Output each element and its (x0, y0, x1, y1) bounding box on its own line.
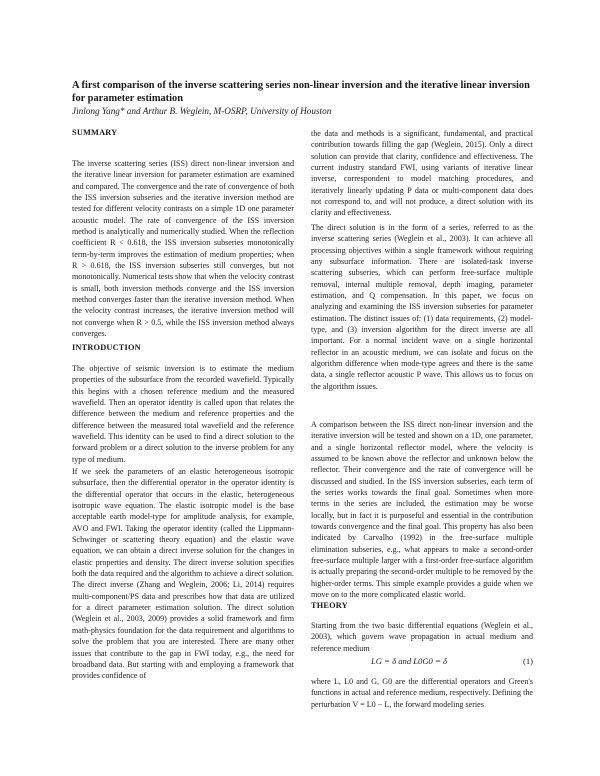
theory-p2-section (311, 676, 533, 710)
heading-introduction: INTRODUCTION (72, 343, 141, 352)
summary-section (72, 158, 294, 340)
author-line: Jinlong Yang* and Arthur B. Weglein, M-OSRP, University of Houston (72, 106, 332, 116)
introduction-p2-section (72, 466, 294, 682)
equation-1-expression: LG = δ and L0G0 = δ (371, 656, 447, 666)
heading-theory: THEORY (311, 601, 348, 610)
introduction-paragraph-4: The direct solution is in the form of a series, referred to as the inverse scattering series (Weglein et al., 2003). It can achieve all processing objectives within a single framework without requiring any subsurface information. There are isolated-task inverse scattering subseries, which can perform free-surface multiple removal, internal multiple removal, depth imaging, parameter estimation, and Q compensation. In this paper, we focus on analyzing and examining the ISS inversion subseries for parameter estimation. The distinct issues of: (1) data requirements, (2) model-type, and (3) inversion algorithm for the direct inverse are all important. For a normal incident wave on a single horizontal reflector in an acoustic medium, we can isolate and focus on the algorithm difference when mode-type agrees and there is the same data, a single reflector acoustic P wave. This allows us to focus on the algorithm issues. (311, 223, 533, 391)
right-p2-section (311, 222, 533, 392)
introduction-p1-section (72, 363, 294, 465)
summary-paragraph: The inverse scattering series (ISS) direct non-linear inversion and the iterative linear inversion for parameter estimation are examined and compared. The convergence and the rate of convergence of both the ISS inversion subseries and the iterative inversion method are tested for different velocity contrasts on a simple 1D one parameter acoustic model. The rate of convergence of the ISS inversion method is analytically and numerically studied. When the reflection coefficient R < 0.618, the ISS inversion subseries monotonically term-by-term improves the estimation of medium properties; when R > 0.618, the ISS inversion subseries still converges, but not monotonically. Numerical tests show that when the velocity contrast is small, both inversion methods converge and the ISS inversion method converges faster than the iterative inversion method. When the velocity contrast increases, the iterative inversion method will not converge when R > 0.5, while the ISS inversion method always converges. (72, 159, 294, 339)
equation-1 (311, 656, 533, 670)
introduction-paragraph-2: If we seek the parameters of an elastic heterogeneous isotropic subsurface, then the differential operator in the operator identity is the differential operator that occurs in the elastic, heterogeneous isotropic wave equation. The elastic isotropic model is the base acceptable earth model-type for amplitude analysis, for example, AVO and FWI. Taking the operator identity (called the Lippmann-Schwinger or scattering theory equation) and the elastic wave equation, we can obtain a direct inverse solution for the changes in elastic properties and density. The direct inverse solution specifies both the data required and the algorithm to achieve a direct solution. The direct inverse (Zhang and Weglein, 2006; Li, 2014) requires multi-component/PS data and prescribes how that data are utilized for a direct parameter estimation solution. The direct solution (Weglein et al., 2003, 2009) provides a solid framework and firm math-physics foundation for the data requirement and algorithms to solve the problem that you are interested. There are many other issues that contribute to the gap in FWI today, e.g., the need for broadband data. But starting with and employing a framework that provides confidence of (72, 467, 294, 681)
introduction-paragraph-5: A comparison between the ISS direct non-linear inversion and the iterative inversion will be tested and shown on a 1D, one parameter, and a single horizontal reflector model, where the velocity is assumed to be known above the reflector and unknown below the reflector. Their convergence and the rate of convergence will be discussed and studied. In the ISS inversion subseries, each term of the series works towards the final goal. Sometimes when more terms in the series are included, the estimation may be worse locally, but in fact it is purposeful and essential in the contribution towards convergence and the final goal. This property has also been indicated by Carvalho (1992) in the free-surface multiple elimination subseries, e.g., what appears to make a second-order free-surface multiple larger with a first-order free-surface algorithm is actually preparing the second-order multiple to be removed by the higher-order terms. This simple example provides a guide when we move on to the more complicated elastic world. (311, 420, 533, 600)
theory-paragraph-2: where L, L0 and G, G0 are the differential operators and Green's functions in actual and reference medium, respectively. Defining the perturbation V = L0 − L, the forward modeling series (311, 677, 533, 709)
paper-title: A first comparison of the inverse scattering series non-linear inversion and the iterative linear inversion for parameter estimation (72, 80, 530, 104)
equation-1-number: (1) (522, 656, 533, 666)
heading-summary: SUMMARY (72, 128, 118, 137)
right-p1-section (311, 128, 533, 219)
right-p3-section (311, 419, 533, 601)
theory-paragraph-1: Starting from the two basic differential equations (Weglein et al., 2003), which govern wave propagation in actual medium and reference medium (311, 621, 533, 653)
introduction-paragraph-1: The objective of seismic inversion is to estimate the medium properties of the subsurface from the recorded wavefield. Typically this begins with a chosen reference medium and the measured wavefield. Then an operator identity is called upon that relates the difference between the medium and reference properties and the difference between the measured total wavefield and the reference wavefield. This identity can be used to find a direct solution to the forward problem or a direct solution to the inverse problem for any type of medium. (72, 364, 294, 464)
theory-p1-section (311, 620, 533, 654)
introduction-paragraph-3: the data and methods is a significant, fundamental, and practical contribution towards filling the gap (Weglein, 2015). Only a direct solution can provide that clarity, confidence and effectiveness. The current industry standard FWI, using variants of iterative linear inverse, correspondent to model matching procedures, and iteratively linearly updating P data or multi-component data does not correspond to, and will not produce, a direct solution with its clarity and effectiveness. (311, 129, 533, 218)
